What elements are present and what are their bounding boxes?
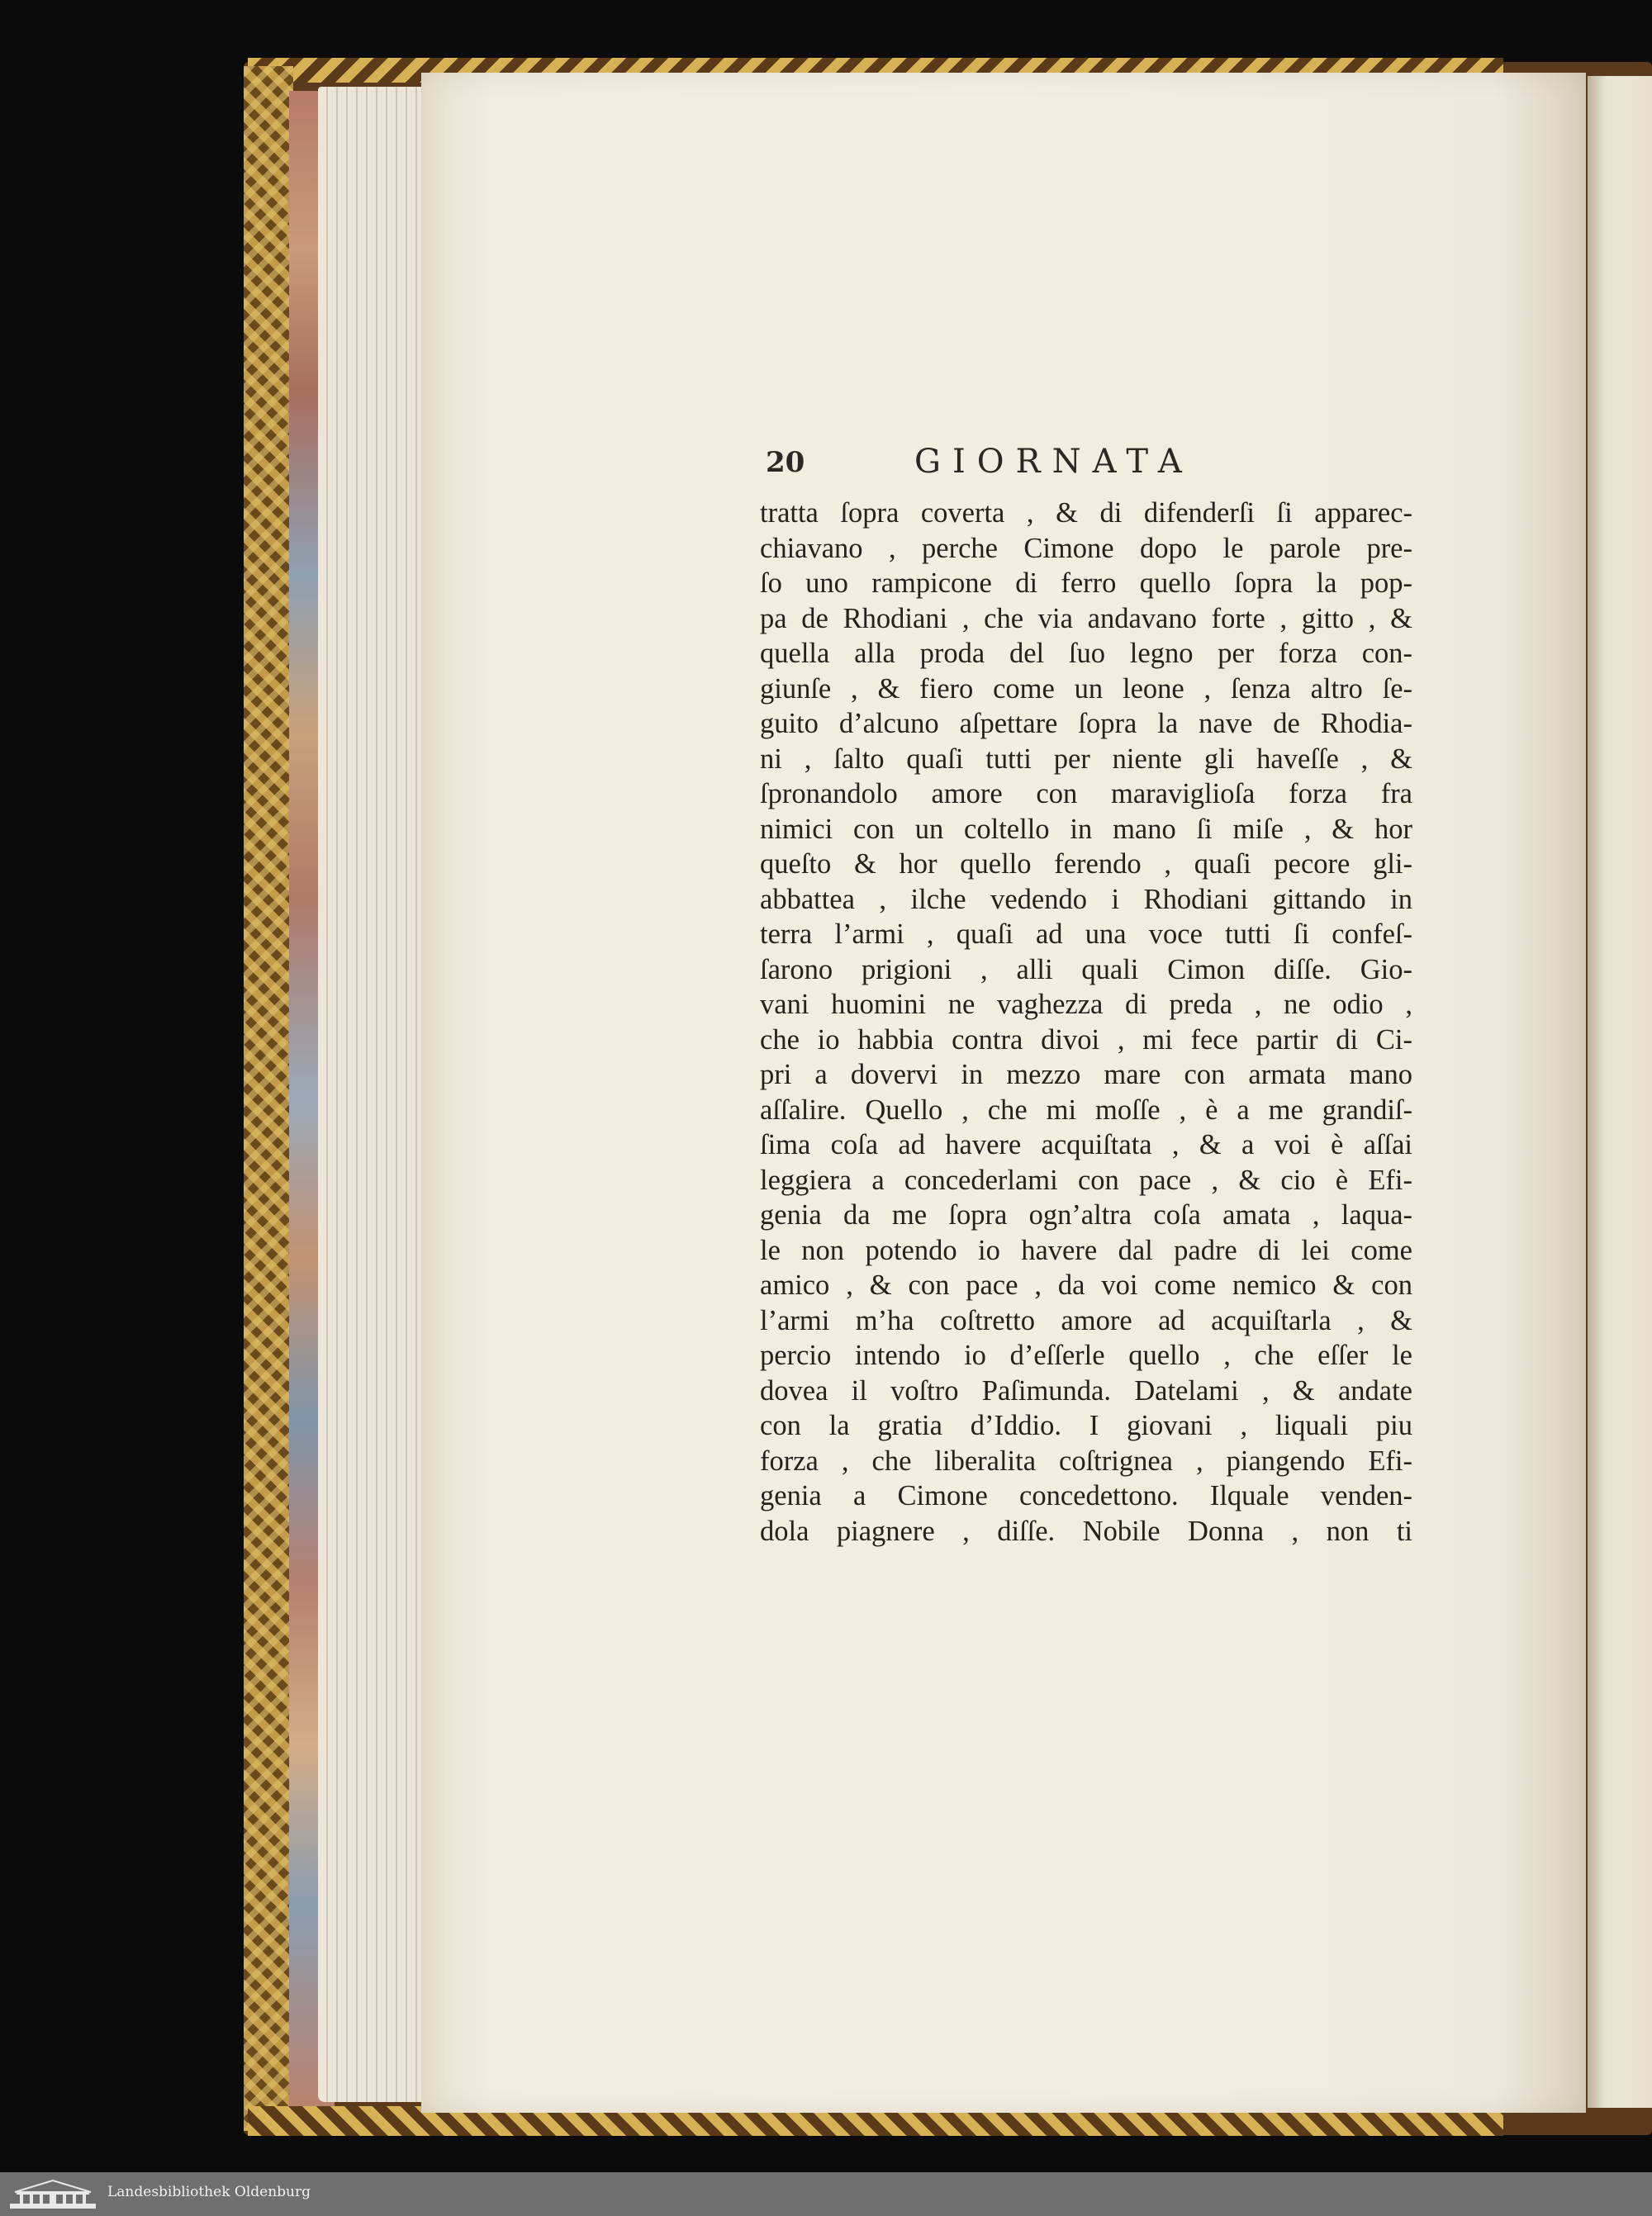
text-line: forza , che liberalita coſtrignea , piangendo Efi- (760, 1445, 1412, 1477)
running-head: GIORNATA (914, 443, 1194, 481)
text-line: genia a Cimone concedettono. Ilquale venden- (760, 1480, 1412, 1511)
text-line: ſima coſa ad havere acquiſtata , & a voi è aſſai (760, 1129, 1412, 1160)
text-line: ſo uno rampicone di ferro quello ſopra la pop- (760, 567, 1412, 599)
text-line: abbattea , ilche vedendo i Rhodiani gittando in (760, 883, 1412, 915)
library-building-icon (8, 2179, 97, 2210)
text-line: genia da me ſopra ogn’altra coſa amata , laqua- (760, 1199, 1412, 1231)
footer-bar (0, 2172, 1652, 2216)
text-line: le non potendo io havere dal padre di lei come (760, 1234, 1412, 1266)
text-line: con la gratia d’Iddio. I giovani , liquali piu (760, 1410, 1412, 1441)
page-header (766, 443, 1253, 496)
text-line: l’armi m’ha coſtretto amore ad acquiſtarla , & (760, 1304, 1412, 1336)
text-line: dola piagnere , diſſe. Nobile Donna , non ti (760, 1515, 1412, 1547)
text-line: nimici con un coltello in mano ſi miſe , & hor (760, 813, 1412, 845)
text-line: ni , ſalto quaſi tutti per niente gli haveſſe , & (760, 743, 1412, 775)
text-line: tratta ſopra coverta , & di difenderſi ſi apparec- (760, 497, 1412, 529)
text-line: amico , & con pace , da voi come nemico & con (760, 1269, 1412, 1301)
page-number: 20 (766, 446, 805, 479)
text-line: percio intendo io d’eſſerle quello , che eſſer le (760, 1340, 1412, 1371)
text-line: chiavano , perche Cimone dopo le parole pre- (760, 532, 1412, 564)
text-line: guito d’alcuno aſpettare ſopra la nave de Rhodia- (760, 708, 1412, 739)
text-line: pa de Rhodiani , che via andavano forte , gitto , & (760, 602, 1412, 634)
text-line: che io habbia contra divoi , mi fece partir di Ci- (760, 1023, 1412, 1056)
text-line: giunſe , & fiero come un leone , ſenza altro ſe- (760, 672, 1412, 705)
text-line: queſto & hor quello ferendo , quaſi pecore gli- (760, 848, 1412, 880)
text-line: vani huomini ne vaghezza di preda , ne odio , (760, 989, 1412, 1020)
text-line: terra l’armi , quaſi ad una voce tutti ſi confeſ- (760, 918, 1412, 950)
page-block-edges (318, 87, 425, 2102)
body-text (760, 496, 1412, 1549)
text-line: dovea il voſtro Paſimunda. Datelami , & andate (760, 1374, 1412, 1407)
text-line: ſarono prigioni , alli quali Cimon diſſe. Gio- (760, 953, 1412, 985)
text-line: quella alla proda del ſuo legno per forza con- (760, 638, 1412, 669)
text-line: leggiera a concederlami con pace , & cio è Efi- (760, 1164, 1412, 1196)
text-line: ſpronandolo amore con maraviglioſa forza fra (760, 778, 1412, 809)
facing-page-edge (1588, 76, 1652, 2108)
text-line: aſſalire. Quello , che mi moſſe , è a me grandiſ- (760, 1094, 1412, 1126)
library-name: Landesbibliothek Oldenburg (107, 2184, 311, 2200)
gilt-border-left (244, 66, 293, 2131)
text-line: pri a dovervi in mezzo mare con armata mano (760, 1059, 1412, 1090)
